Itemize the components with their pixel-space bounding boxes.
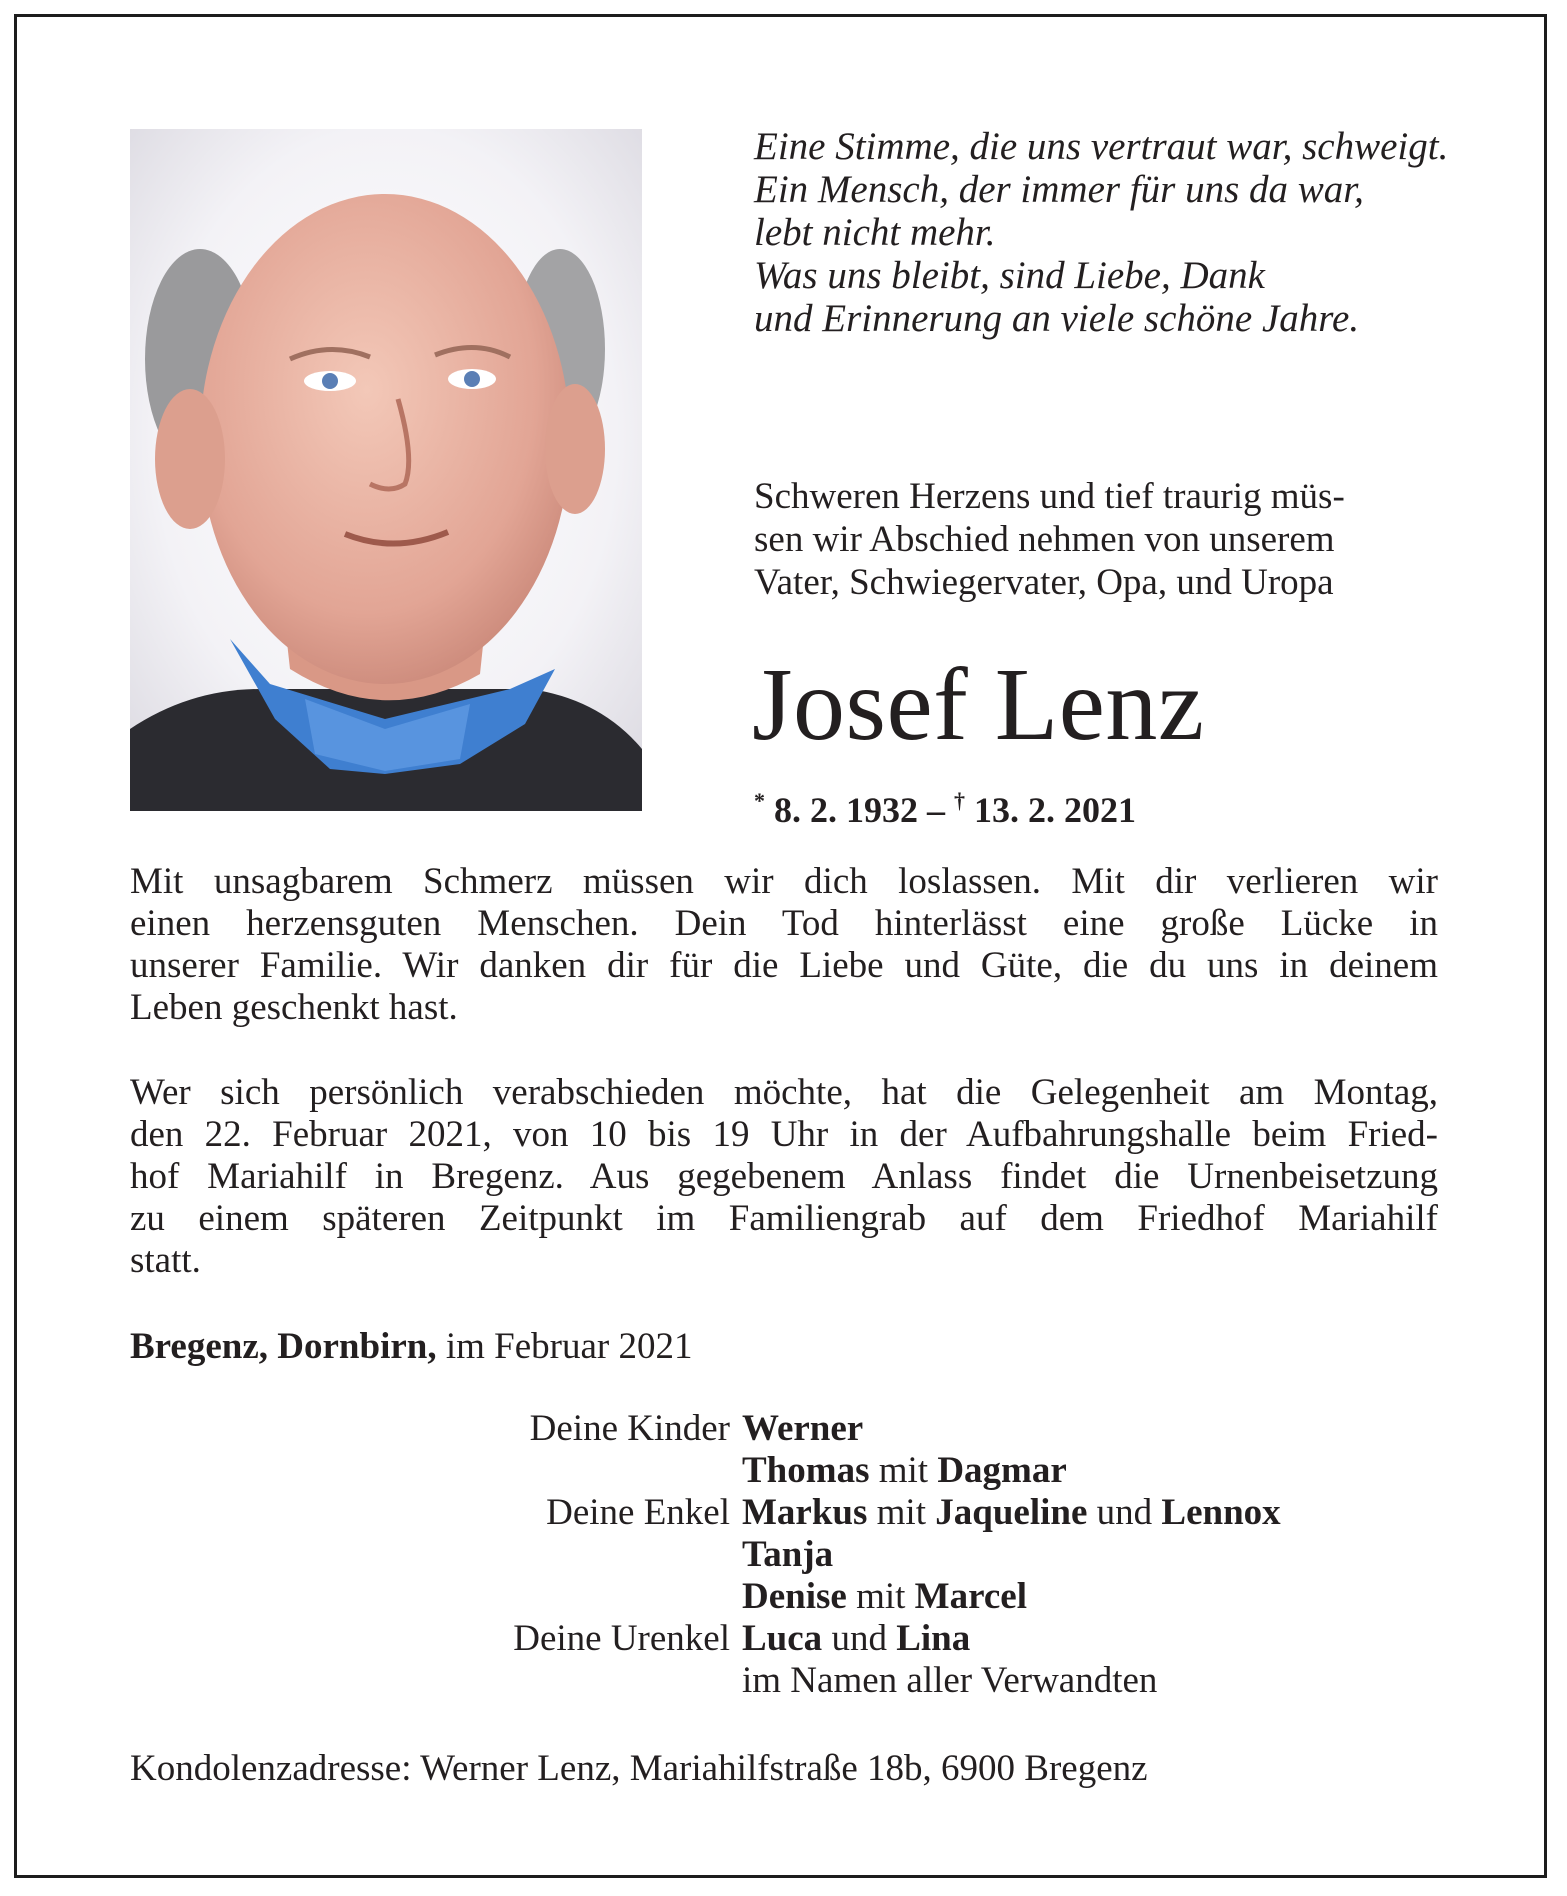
poem-line: und Erinnerung an viele schöne Jahre. xyxy=(754,297,1360,340)
intro-line: Schweren Herzens und tief traurig müs- xyxy=(754,476,1345,517)
paragraph-line: einen herzensguten Menschen. Dein Tod hinterlässt eine große Lücke in xyxy=(130,903,1438,944)
family-row xyxy=(130,1492,1430,1534)
poem-line: Was uns bleibt, sind Liebe, Dank xyxy=(754,254,1265,297)
family-member: Werner xyxy=(742,1408,864,1449)
portrait-illustration xyxy=(130,129,642,811)
family-row xyxy=(130,1408,1430,1450)
paragraph-line: zu einem späteren Zeitpunkt im Familiengrab auf dem Friedhof Mariahilf xyxy=(130,1198,1438,1239)
family-member: Lina xyxy=(896,1618,971,1659)
connector: und xyxy=(1087,1492,1162,1533)
paragraph-farewell xyxy=(130,861,1438,1029)
paragraph-line: den 22. Februar 2021, von 10 bis 19 Uhr in der Aufbahrungshalle beim Fried- xyxy=(130,1114,1438,1155)
family-row xyxy=(130,1660,1430,1702)
family-member: Dagmar xyxy=(937,1450,1067,1491)
place-towns: Bregenz, Dornbirn, xyxy=(130,1326,437,1367)
intro-line: Vater, Schwiegervater, Opa, und Uropa xyxy=(754,562,1334,603)
connector: mit xyxy=(867,1492,936,1533)
paragraph-line: statt. xyxy=(130,1240,201,1281)
paragraph-line: hof Mariahilf in Bregenz. Aus gegebenem Anlass findet die Urnenbeisetzung xyxy=(130,1156,1438,1197)
family-member: Markus xyxy=(742,1492,868,1533)
paragraph-funeral-info xyxy=(130,1072,1438,1282)
family-list xyxy=(130,1408,1430,1702)
condolence-address: Kondolenzadresse: Werner Lenz, Mariahilfstraße 18b, 6900 Bregenz xyxy=(130,1748,1148,1789)
family-member: Tanja xyxy=(742,1534,834,1575)
family-member: Luca xyxy=(742,1618,823,1659)
family-closing: im Namen aller Verwandten xyxy=(742,1660,1158,1701)
kinder-label: Deine Kinder xyxy=(529,1408,730,1449)
family-member: Lennox xyxy=(1161,1492,1281,1533)
date-separator: – xyxy=(918,790,954,830)
connector: mit xyxy=(846,1576,915,1617)
urenkel-label: Deine Urenkel xyxy=(513,1618,730,1659)
family-member: Thomas xyxy=(742,1450,870,1491)
place-month: im Februar 2021 xyxy=(436,1326,693,1367)
connector: und xyxy=(822,1618,897,1659)
family-member: Jaqueline xyxy=(935,1492,1088,1533)
family-member: Denise xyxy=(742,1576,847,1617)
birth-symbol: * xyxy=(754,788,765,813)
life-dates xyxy=(754,779,1136,832)
birth-date: 8. 2. 1932 xyxy=(765,790,918,830)
poem-line: Eine Stimme, die uns vertraut war, schweigt. xyxy=(754,125,1449,168)
death-symbol: † xyxy=(954,788,965,813)
deceased-name: Josef Lenz xyxy=(752,647,1205,762)
paragraph-line: Mit unsagbarem Schmerz müssen wir dich loslassen. Mit dir verlieren wir xyxy=(130,861,1438,902)
family-member: Marcel xyxy=(914,1576,1027,1617)
enkel-label: Deine Enkel xyxy=(546,1492,730,1533)
place-and-date xyxy=(130,1326,692,1368)
portrait-photo xyxy=(130,129,642,811)
intro-line: sen wir Abschied nehmen von unserem xyxy=(754,519,1335,560)
poem-line: Ein Mensch, der immer für uns da war, xyxy=(754,168,1364,211)
family-row xyxy=(130,1618,1430,1660)
poem-line: lebt nicht mehr. xyxy=(754,211,996,254)
connector: mit xyxy=(869,1450,938,1491)
family-row xyxy=(130,1534,1430,1576)
family-row xyxy=(130,1450,1430,1492)
paragraph-line: Wer sich persönlich verabschieden möchte, hat die Gelegenheit am Montag, xyxy=(130,1072,1438,1113)
intro-text xyxy=(754,475,1345,604)
paragraph-line: unserer Familie. Wir danken dir für die Liebe und Güte, die du uns in deinem xyxy=(130,945,1438,986)
paragraph-line: Leben geschenkt hast. xyxy=(130,987,458,1028)
memorial-poem xyxy=(754,125,1448,340)
family-row xyxy=(130,1576,1430,1618)
death-date: 13. 2. 2021 xyxy=(965,790,1136,830)
